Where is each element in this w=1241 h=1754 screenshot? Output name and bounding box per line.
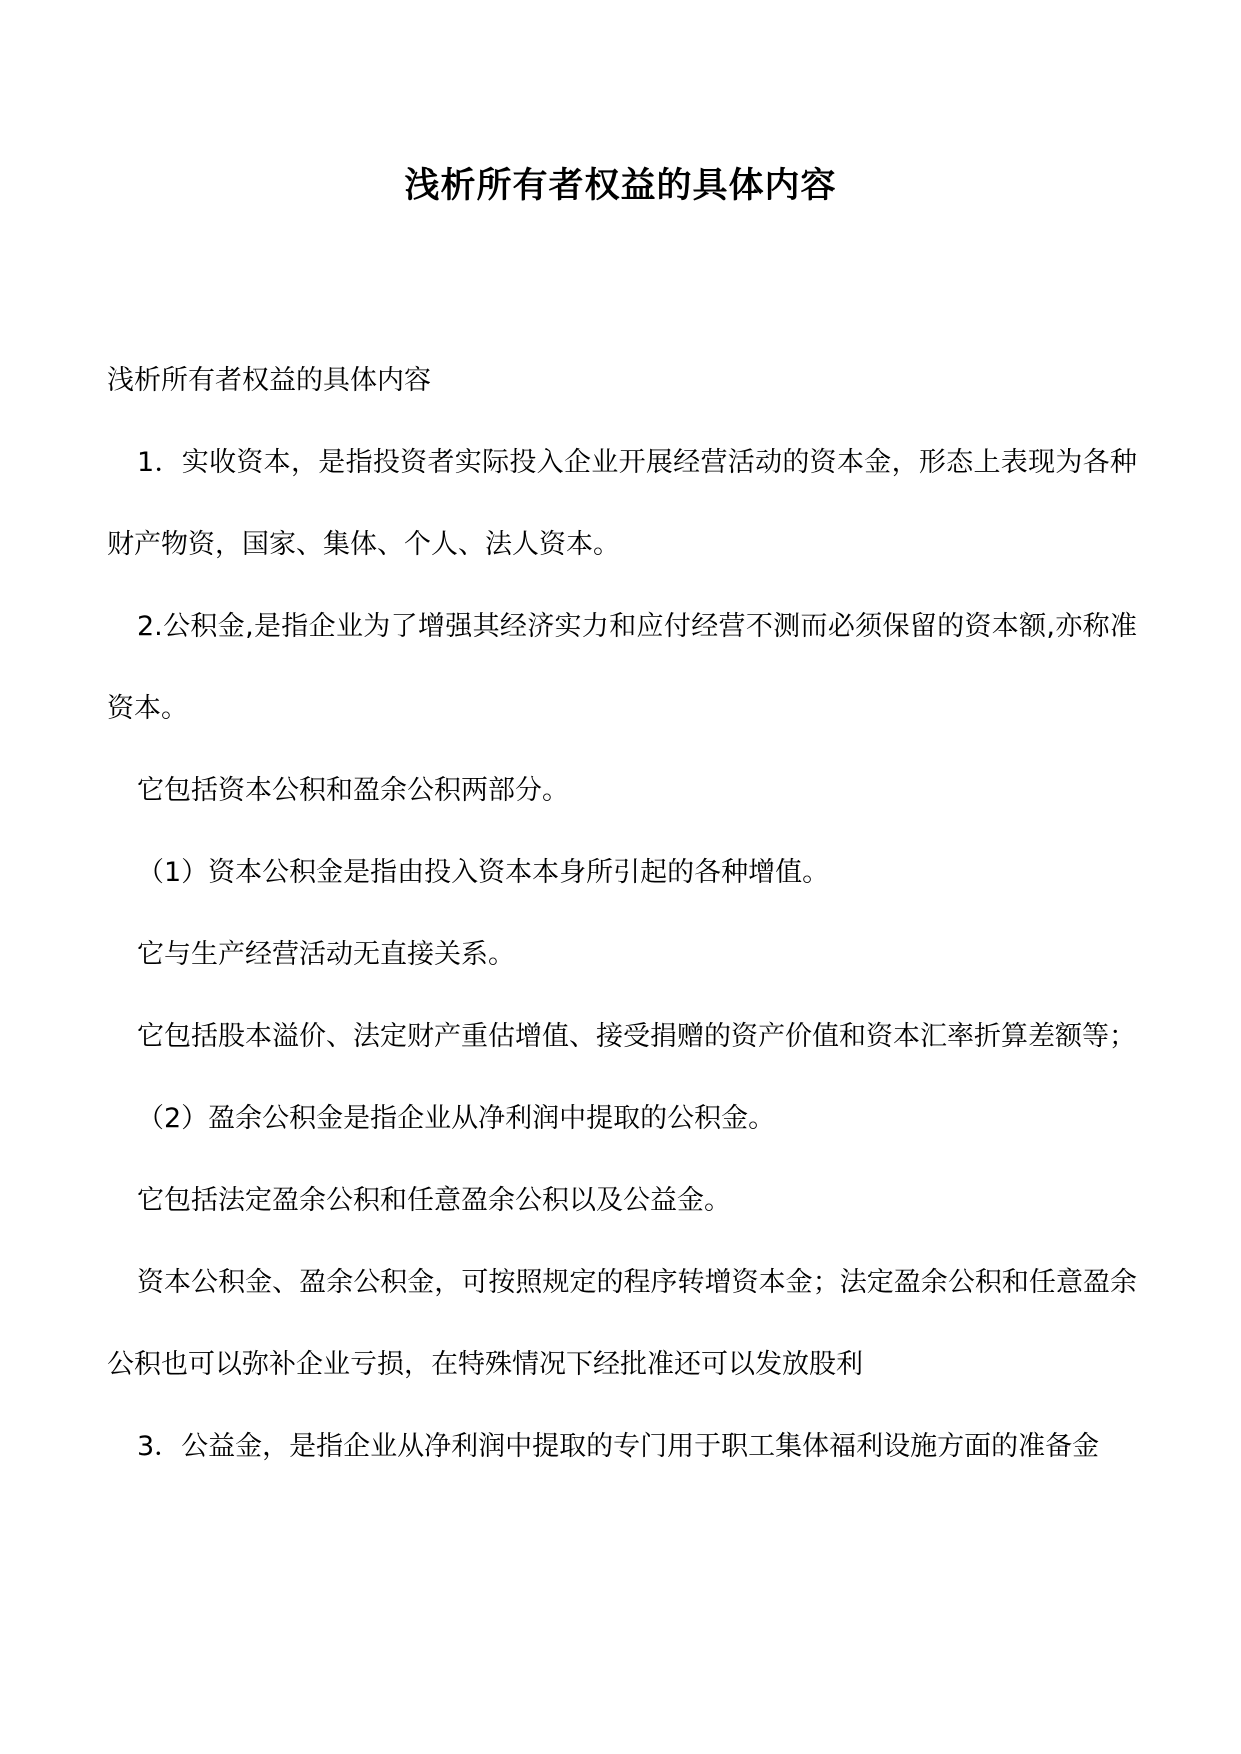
paragraph-reserve-fund: 2.公积金,是指企业为了增强其经济实力和应付经营不测而必须保留的资本额,亦称准资本。 xyxy=(107,611,1137,724)
paragraph-reserve-components: 它包括资本公积和盈余公积两部分。 xyxy=(137,775,569,806)
paragraph-paid-in-capital: 1．实收资本，是指投资者实际投入企业开展经营活动的资本金，形态上表现为各种财产物资，国家、集体、个人、法人资本。 xyxy=(107,447,1137,560)
paragraph-welfare-fund: 3．公益金，是指企业从净利润中提取的专门用于职工集体福利设施方面的准备金 xyxy=(137,1431,1100,1462)
document-title: 浅析所有者权益的具体内容 xyxy=(404,165,837,206)
paragraph-surplus-reserve: （2）盈余公积金是指企业从净利润中提取的公积金。 xyxy=(137,1103,776,1134)
paragraph-capital-reserve-note: 它与生产经营活动无直接关系。 xyxy=(137,939,515,970)
paragraph-reserve-usage: 资本公积金、盈余公积金，可按照规定的程序转增资本金；法定盈余公积和任意盈余公积也可以弥补企业亏损，在特殊情况下经批准还可以发放股利 xyxy=(107,1267,1137,1380)
document-body xyxy=(107,340,1137,1488)
paragraph-capital-reserve: （1）资本公积金是指由投入资本本身所引起的各种增值。 xyxy=(137,857,830,888)
paragraph-surplus-reserve-items: 它包括法定盈余公积和任意盈余公积以及公益金。 xyxy=(137,1185,731,1216)
paragraph-capital-reserve-items: 它包括股本溢价、法定财产重估增值、接受捐赠的资产价值和资本汇率折算差额等； xyxy=(137,1021,1136,1052)
paragraph-subtitle: 浅析所有者权益的具体内容 xyxy=(107,365,431,396)
